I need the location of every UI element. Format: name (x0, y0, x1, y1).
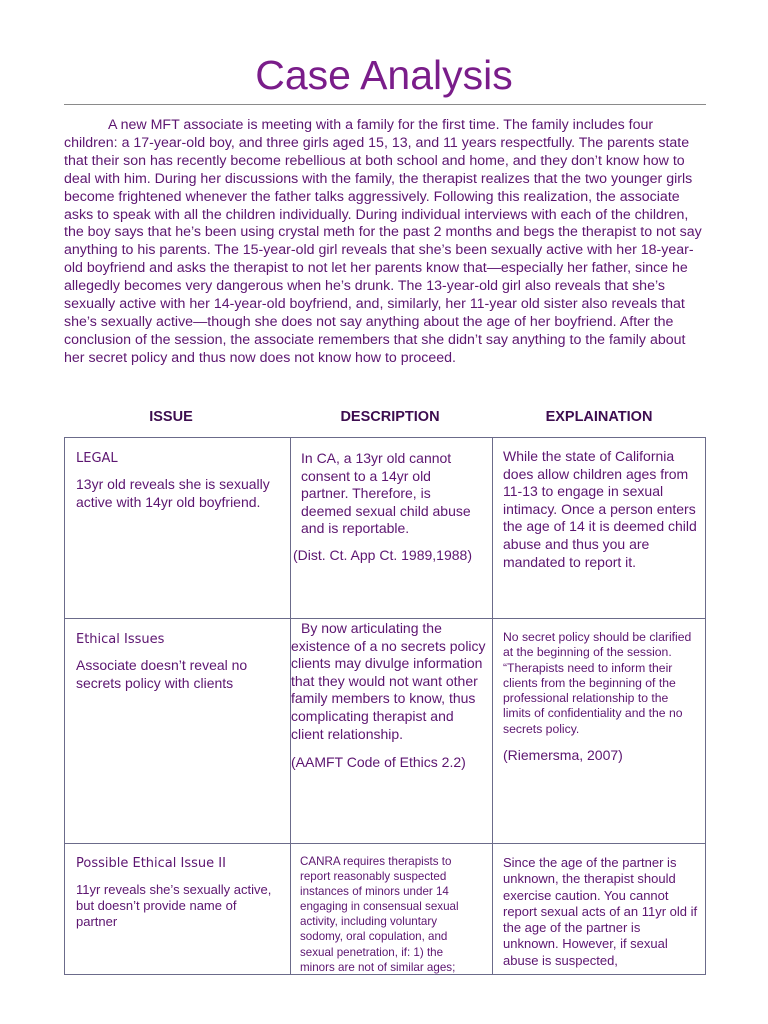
table-row-ethical-explanation (503, 630, 699, 765)
analysis-table (64, 437, 706, 975)
case-intro-paragraph: A new MFT associate is meeting with a family for the first time. The family includes four children: a 17-year-old boy, and three girls aged 15, 13, and 11 years respectfully. The parents state that their son has recently become rebellious at both school and home, and they don’t know how to deal with him. During her discussions with the family, the therapist realizes that the two younger girls become frightened whenever the father talks aggressively. Following this realization, the associate asks to speak with all the children individually. During individual interviews with each of the children, the boy says that he’s been using crystal meth for the past 2 months and begs the therapist to not say anything to his parents. The 15-year-old girl reveals that she’s been sexually active with her 18-year-old boyfriend and asks the therapist to not let her parents know that—especially her father, since he allegedly becomes very dangerous when he’s drunk. The 13-year-old girl also reveals that she’s sexually active with her 14-year-old boyfriend, and, similarly, her 11-year old sister also reveals that she’s sexually active—though she does not say anything about the age of her boyfriend. After the conclusion of the session, the associate remembers that she didn’t say anything to the family about her secret policy and thus now does not know how to proceed. (64, 117, 702, 366)
issue-text: 13yr old reveals she is sexually active with 14yr old boyfriend. (76, 476, 270, 510)
table-row-legal-description (293, 450, 489, 565)
description-citation: (AAMFT Code of Ethics 2.2) (291, 754, 466, 771)
description-text: In CA, a 13yr old cannot consent to a 14yr old partner. Therefore, is deemed sexual child abuse and is reportable. (301, 450, 471, 537)
issue-text: 11yr reveals she’s sexually active, but doesn’t provide name of partner (76, 882, 272, 929)
issue-label: LEGAL (76, 451, 118, 466)
row-divider (65, 618, 705, 619)
table-row-ethical-issue (76, 631, 281, 692)
header-issue: ISSUE (149, 409, 193, 425)
description-text: CANRA requires therapists to report reasonably suspected instances of minors under 14 engaging in consensual sexual activity, including voluntary sodomy, oral copulation, and sexual penetration, if: 1) the minors are not of similar ages; (300, 855, 459, 974)
explanation-citation: (Riemersma, 2007) (503, 747, 623, 764)
page-title: Case Analysis (255, 52, 513, 98)
issue-text: Associate doesn’t reveal no secrets policy with clients (76, 657, 248, 691)
table-row-legal-issue (76, 450, 281, 511)
title-divider (64, 104, 706, 105)
description-citation: (Dist. Ct. App Ct. 1989,1988) (293, 546, 472, 563)
header-explanation: EXPLAINATION (545, 409, 653, 425)
description-text: By now articulating the existence of a no secrets policy clients may divulge information that they would not want other family members to know, thus complicating therapist and client relationship. (291, 620, 486, 742)
issue-label: Possible Ethical Issue II (76, 856, 226, 871)
explanation-text: Since the age of the partner is unknown, the therapist should exercise caution. You cannot report sexual acts of an 11yr old if the age of the partner is unknown. However, if sexual abuse is suspected, (503, 855, 698, 968)
issue-label: Ethical Issues (76, 632, 165, 647)
row-divider (65, 843, 705, 844)
explanation-text: No secret policy should be clarified at the beginning of the session. “Therapists need to inform their clients from the beginning of the professional relationship to the limits of confidentiality and the no secrets policy. (503, 630, 692, 736)
column-divider (492, 438, 493, 974)
table-row-ethical-ii-description (300, 854, 480, 975)
explanation-text: While the state of California does allow children ages from 11-13 to engage in sexual intimacy. Once a person enters the age of 14 it is deemed child abuse and thus you are mandated to report it. (503, 448, 697, 570)
table-row-ethical-description (291, 620, 487, 772)
header-description: DESCRIPTION (340, 409, 440, 425)
table-row-ethical-ii-explanation (503, 855, 699, 969)
table-row-ethical-ii-issue (76, 855, 281, 930)
table-row-legal-explanation (503, 448, 699, 571)
